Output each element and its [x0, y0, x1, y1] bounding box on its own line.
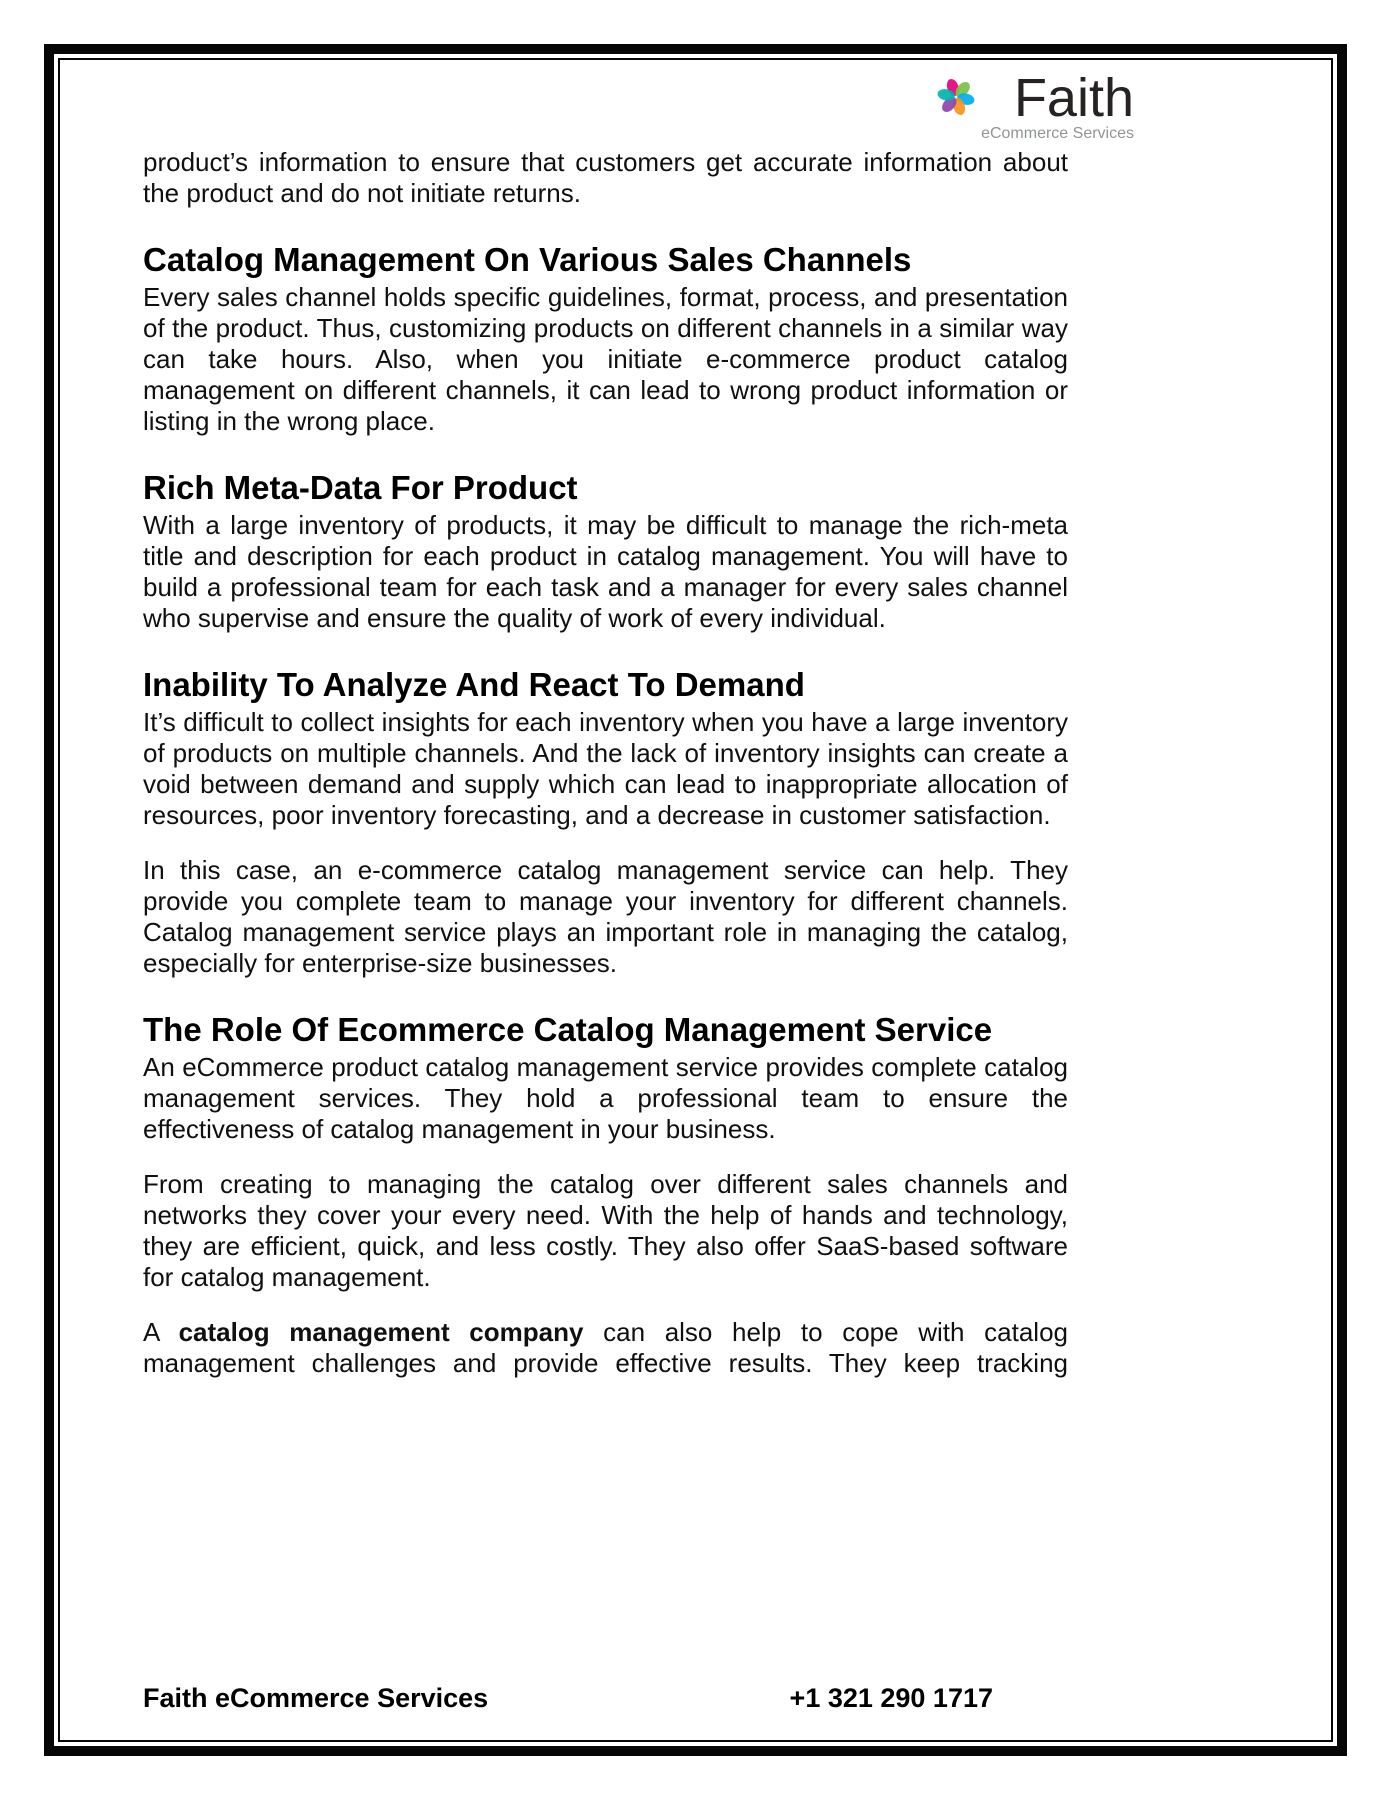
footer-company-name: Faith eCommerce Services — [143, 1683, 489, 1713]
logo-text — [981, 68, 1134, 143]
section-paragraph: In this case, an e-commerce catalog management service can help. They provide you complete team to manage your inventory for different channels. Catalog management service plays an important role in managing the catalog, especially for enterprise-size businesses. — [143, 855, 1068, 978]
faith-flower-icon — [936, 77, 976, 117]
document-content — [60, 60, 1331, 1740]
section-paragraph: With a large inventory of products, it may be difficult to manage the rich-meta title and description for each product in catalog management. You will have to build a professional team for each task and a manager for every sales channel who supervise and ensure the quality of work of every individual. — [143, 510, 1068, 633]
section-heading-rich-meta-data: Rich Meta-Data For Product — [143, 469, 578, 506]
section-heading-role-of-service: The Role Of Ecommerce Catalog Management Service — [143, 1011, 993, 1048]
section-paragraph: Every sales channel holds specific guidelines, format, process, and presentation of the product. Thus, customizing products on different channels in a similar way can take hours. Also, when you initiate e-commerce product catalog management on different channels, it can lead to wrong product information or listing in the wrong place. — [143, 282, 1068, 436]
logo-brand-text: Faith — [1013, 68, 1134, 128]
section-paragraph: From creating to managing the catalog over different sales channels and networks they cover your every need. With the help of hands and technology, they are efficient, quick, and less costly. They also offer SaaS-based software for catalog management. — [143, 1169, 1068, 1292]
faith-logo — [936, 68, 1134, 143]
section-paragraph: It’s difficult to collect insights for each inventory when you have a large inventory of products on multiple channels. And the lack of inventory insights can create a void between demand and supply which can lead to inappropriate allocation of resources, poor inventory forecasting, and a decrease in customer satisfaction. — [143, 707, 1068, 830]
logo-tagline-text: eCommerce Services — [981, 125, 1134, 142]
closing-paragraph-suffix: can also help to cope with catalog management challenges and provide effective results. They keep tracking — [143, 1317, 1068, 1378]
closing-paragraph-prefix: A — [143, 1317, 179, 1347]
section-heading-sales-channels: Catalog Management On Various Sales Channels — [143, 241, 912, 278]
footer-phone-number: +1 321 290 1717 — [789, 1683, 993, 1713]
closing-paragraph — [143, 1317, 1068, 1379]
page-footer — [143, 1683, 1068, 1714]
closing-paragraph-bold-term: catalog management company — [178, 1317, 584, 1347]
intro-paragraph: product’s information to ensure that customers get accurate information about the product and do not initiate returns. — [143, 147, 1068, 208]
section-paragraph: An eCommerce product catalog management service provides complete catalog management services. They hold a professional team to ensure the effectiveness of catalog management in your business. — [143, 1052, 1068, 1144]
section-heading-inability-to-analyze: Inability To Analyze And React To Demand — [143, 666, 805, 703]
